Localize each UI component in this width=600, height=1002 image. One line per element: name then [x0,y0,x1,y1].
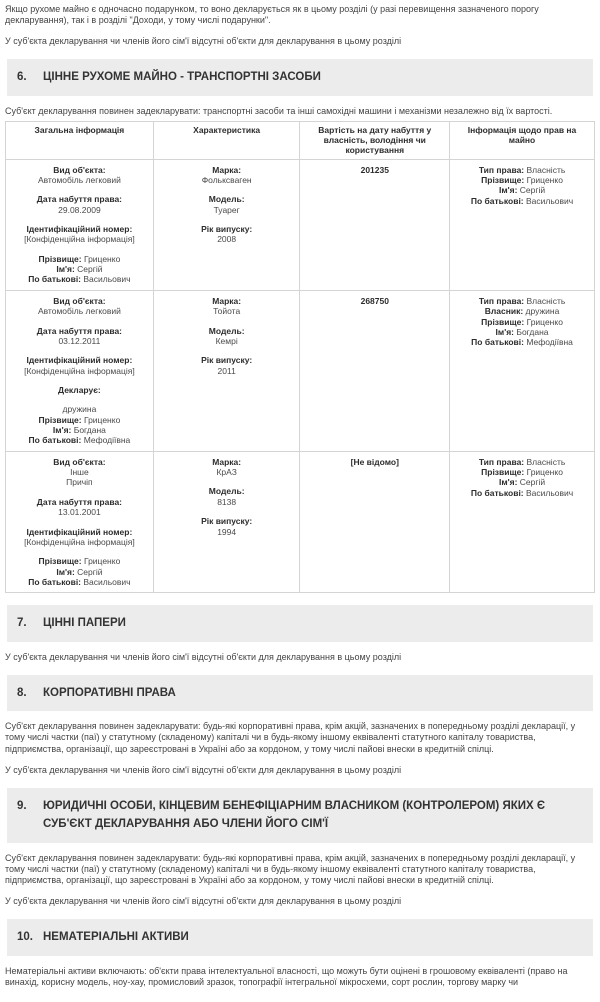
table-cell: Марка: Тойота Модель: Кемрі Рік випуску: 2011 [153,290,300,451]
section-8-number: 8. [17,686,27,699]
vehicles-table [5,121,595,593]
section-6-title: ЦІННЕ РУХОМЕ МАЙНО - ТРАНСПОРТНІ ЗАСОБИ [43,71,321,84]
section-7-title: ЦІННІ ПАПЕРИ [43,617,126,630]
section-9-header [7,788,593,843]
section-6-header [7,59,593,95]
table-cell: 201235 [300,159,450,290]
table-cell: Марка: КрАЗ Модель: 8138 Рік випуску: 1994 [153,451,300,593]
no-objects-note-legal-entities: У суб'єкта декларування чи членів його сім'ї відсутні об'єкти для декларування в цьому розділі [5,896,402,907]
vehicles-table-header-row [6,122,595,160]
table-cell: Вид об'єкта: Інше Причіп Дата набуття права: 13.01.2001 Ідентифікаційний номер: [Конфіденційна інформація] Прізвище: Гриценко Ім'я: Сергій По батькові: Васильович [6,451,154,593]
table-row [6,159,595,290]
table-column-header: Інформація щодо прав на майно [450,122,595,160]
section-9-description: Суб'єкт декларування повинен задекларувати: будь-які корпоративні права, крім акцій, зазначених в попередньому розділі декларації, у тому числі частки (паї) у статутному (складеному) капіталі чи в будь-якому іншому еквіваленті статутного капіталу товариства, підприємства, організації, що зареєстровані в Україні або за кордоном, у тому числі пайові внески в кредитній спілці. [5,852,576,886]
table-row [6,290,595,451]
table-column-header: Характеристика [153,122,300,160]
section-6-number: 6. [17,71,27,84]
no-objects-note-corporate: У суб'єкта декларування чи членів його сім'ї відсутні об'єкти для декларування в цьому розділі [5,764,402,775]
section-7-header [7,605,593,641]
section-10-number: 10. [17,931,33,944]
section-7-number: 7. [17,617,27,630]
no-objects-note-securities: У суб'єкта декларування чи членів його сім'ї відсутні об'єкти для декларування в цьому розділі [5,651,402,662]
table-cell: [Не відомо] [300,451,450,593]
table-cell: Вид об'єкта: Автомобіль легковий Дата набуття права: 03.12.2011 Ідентифікаційний номер: [Конфіденційна інформація] Декларує: дружина Прізвище: Гриценко Ім'я: Богдана По батькові: Мефодіївна [6,290,154,451]
section-10-title: НЕМАТЕРІАЛЬНІ АКТИВИ [43,931,189,944]
vehicles-table-body [6,159,595,593]
table-cell: Тип права: Власність Власник: дружина Прізвище: Гриценко Ім'я: Богдана По батькові: Мефодіївна [450,290,595,451]
table-cell: Тип права: Власність Прізвище: Гриценко Ім'я: Сергій По батькові: Васильович [450,159,595,290]
no-objects-note-movable: У суб'єкта декларування чи членів його сім'ї відсутні об'єкти для декларування в цьому розділі [5,36,402,47]
section-8-description: Суб'єкт декларування повинен задекларувати: будь-які корпоративні права, крім акцій, зазначених в попередньому розділі декларації, у тому числі частки (паї) у статутному (складеному) капіталі чи в будь-якому іншому еквіваленті статутного капіталу товариства, підприємства, організації, що зареєстровані в Україні або за кордоном, у тому числі пайові внески в кредитній спілці. [5,721,576,754]
section-8-title: КОРПОРАТИВНІ ПРАВА [43,686,176,699]
section-6-description: Суб'єкт декларування повинен задекларувати: транспортні засоби та інші самохідні машини і механізми незалежно від їх вартості. [5,105,553,116]
table-row [6,451,595,593]
movable-gift-note: Якщо рухоме майно є одночасно подарунком, то воно декларується як в цьому розділі (у разі перевищення зазначеного порогу декларування), так і в розділі "Доходи, у тому числі подарунки". [5,4,539,26]
table-cell: 268750 [300,290,450,451]
section-10-header [7,919,593,955]
section-8-header [7,675,593,711]
table-column-header: Вартість на дату набуття у власність, володіння чи користування [300,122,450,160]
table-cell: Марка: Фольксваген Модель: Туарег Рік випуску: 2008 [153,159,300,290]
table-column-header: Загальна інформація [6,122,154,160]
table-cell: Вид об'єкта: Автомобіль легковий Дата набуття права: 29.08.2009 Ідентифікаційний номер: [Конфіденційна інформація] Прізвище: Гриценко Ім'я: Сергій По батькові: Васильович [6,159,154,290]
section-9-title: ЮРИДИЧНІ ОСОБИ, КІНЦЕВИМ БЕНЕФІЦІАРНИМ ВЛАСНИКОМ (КОНТРОЛЕРОМ) ЯКИХ Є СУБ'ЄКТ ДЕКЛАРУВАННЯ АБО ЧЛЕНИ ЙОГО СІМ'Ї [43,799,546,831]
section-9-number: 9. [17,799,27,812]
table-cell: Тип права: Власність Прізвище: Гриценко Ім'я: Сергій По батькові: Васильович [450,451,595,593]
section-10-description: Нематеріальні активи включають: об'єкти права інтелектуальної власності, що можуть бути оцінені в грошовому еквіваленті (право на винахід, корисну модель, ноу-хау, промисловий зразок, топографії інтегральної мікросхеми, сорт рослин, торгову марку чи [5,965,568,987]
